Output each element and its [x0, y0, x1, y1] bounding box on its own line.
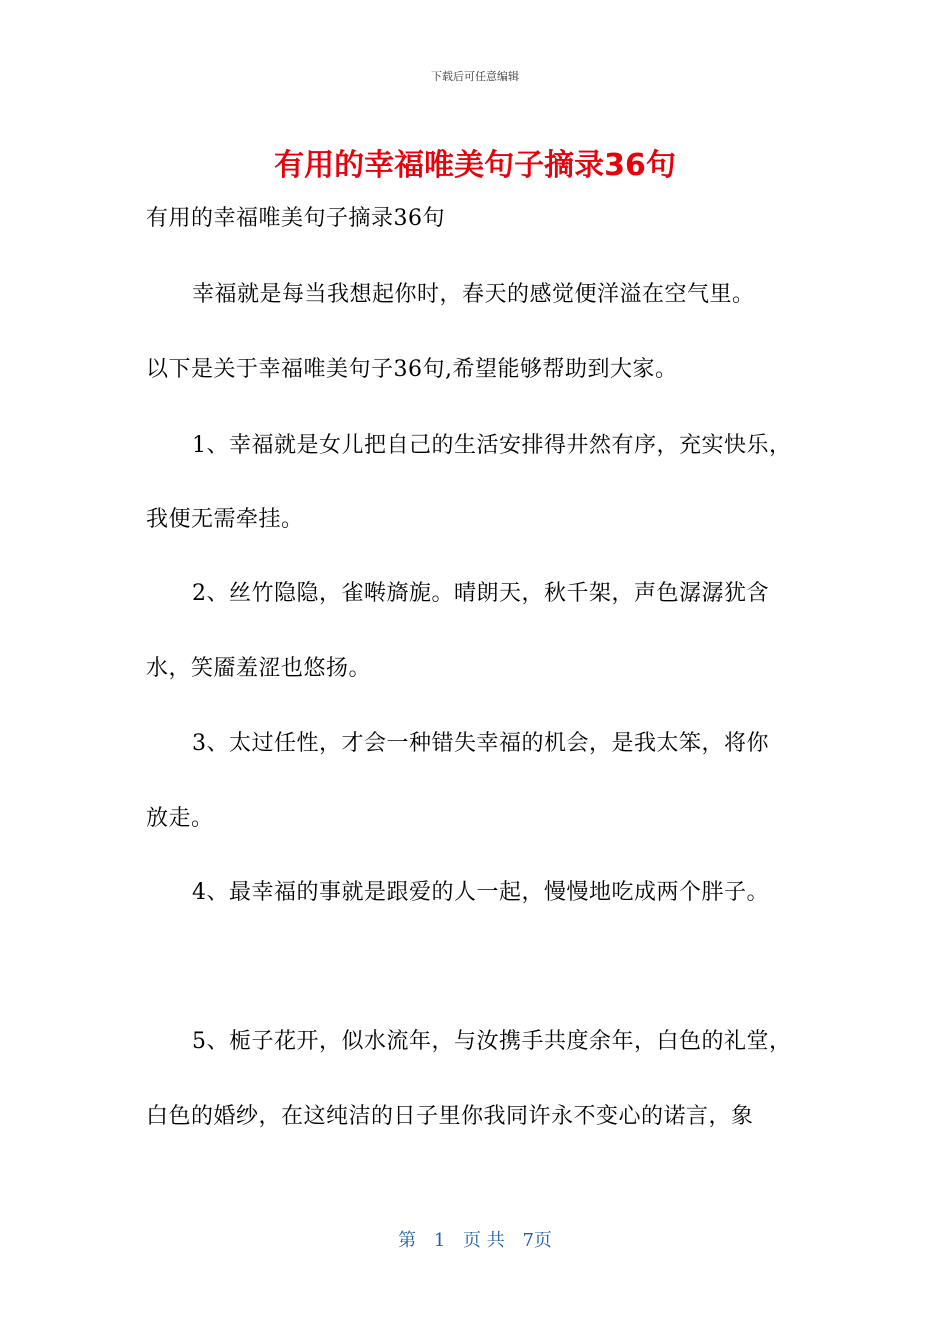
document-title: 有用的幸福唯美句子摘录36句	[274, 148, 676, 183]
page-footer	[0, 1226, 950, 1252]
paragraph-line: 白色的婚纱，在这纯洁的日子里你我同许永不变心的诺言，象	[146, 1104, 754, 1129]
paragraph-line: 幸福就是每当我想起你时，春天的感觉便洋溢在空气里。	[192, 282, 755, 307]
paragraph-line: 3、太过任性，才会一种错失幸福的机会，是我太笨，将你	[192, 731, 769, 756]
footer-prefix: 第	[398, 1230, 417, 1251]
footer-page-number: 1	[433, 1230, 446, 1251]
paragraph-line: 4、最幸福的事就是跟爱的人一起，慢慢地吃成两个胖子。	[192, 880, 769, 905]
paragraph-line: 以下是关于幸福唯美句子36句,希望能够帮助到大家。	[146, 357, 678, 382]
paragraph-line: 我便无需牵挂。	[146, 507, 304, 532]
paragraph-line: 放走。	[146, 806, 214, 831]
footer-total-pages: 7页	[522, 1230, 552, 1251]
paragraph-line: 水，笑靥羞涩也悠扬。	[146, 656, 372, 681]
paragraph-line: 5、栀子花开，似水流年，与汝携手共度余年，白色的礼堂，	[192, 1029, 792, 1054]
paragraph-line: 2、丝竹隐隐，雀啭旖旎。晴朗天，秋千架，声色潺潺犹含	[192, 581, 769, 606]
paragraph-line: 1、幸福就是女儿把自己的生活安排得井然有序，充实快乐，	[192, 433, 792, 458]
footer-middle: 页 共	[463, 1230, 505, 1251]
paragraph-line: 有用的幸福唯美句子摘录36句	[146, 206, 445, 231]
header-note: 下载后可任意编辑	[431, 70, 519, 83]
